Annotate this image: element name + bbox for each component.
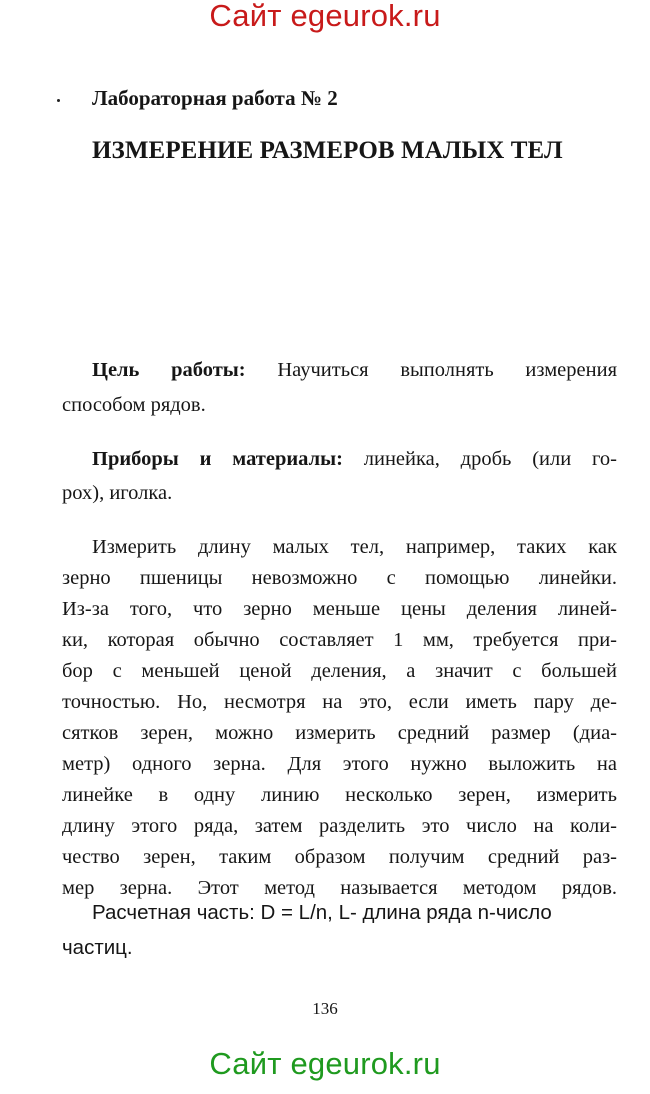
goal-line-2: способом рядов. xyxy=(62,394,206,416)
bullet-dot xyxy=(57,99,60,102)
body-line: сятков зерен, можно измерить средний размер (диа- xyxy=(62,722,617,744)
body-line: длину этого ряда, затем разделить это число на коли- xyxy=(62,815,617,837)
materials-line-2: рох), иголка. xyxy=(62,482,173,504)
goal-text-1: Научиться выполнять измерения xyxy=(245,359,617,381)
lab-title: Лабораторная работа № 2 xyxy=(92,86,338,110)
body-line: Из-за того, что зерно меньше цены деления линей- xyxy=(62,598,617,620)
materials-label: Приборы и материалы: xyxy=(92,448,343,470)
main-title: ИЗМЕРЕНИЕ РАЗМЕРОВ МАЛЫХ ТЕЛ xyxy=(92,137,563,164)
body-line: чество зерен, таким образом получим средний раз- xyxy=(62,846,617,868)
body-line: мер зерна. Этот метод называется методом рядов. xyxy=(62,877,617,899)
goal-line-1 xyxy=(62,360,617,381)
body-line: точностью. Но, несмотря на это, если иметь пару де- xyxy=(62,691,617,713)
watermark-top: Сайт egeurok.ru xyxy=(209,0,441,33)
page-number: 136 xyxy=(312,999,338,1018)
calculation-line-1: Расчетная часть: D = L/n, L- длина ряда n-число xyxy=(92,901,552,924)
materials-line-1 xyxy=(62,449,617,470)
body-line: метр) одного зерна. Для этого нужно выложить на xyxy=(62,753,617,775)
body-line: ки, которая обычно составляет 1 мм, требуется при- xyxy=(62,629,617,651)
watermark-bottom: Сайт egeurok.ru xyxy=(209,1046,441,1081)
materials-text-1: линейка, дробь (или го- xyxy=(342,448,618,470)
calculation-line-2: частиц. xyxy=(62,936,133,959)
body-line: Измерить длину малых тел, например, таких как xyxy=(92,536,617,558)
body-line: бор с меньшей ценой деления, а значит с большей xyxy=(62,660,617,682)
goal-label: Цель работы: xyxy=(92,359,246,381)
body-line: линейке в одну линию несколько зерен, измерить xyxy=(62,784,617,806)
body-line: зерно пшеницы невозможно с помощью линейки. xyxy=(62,567,617,589)
